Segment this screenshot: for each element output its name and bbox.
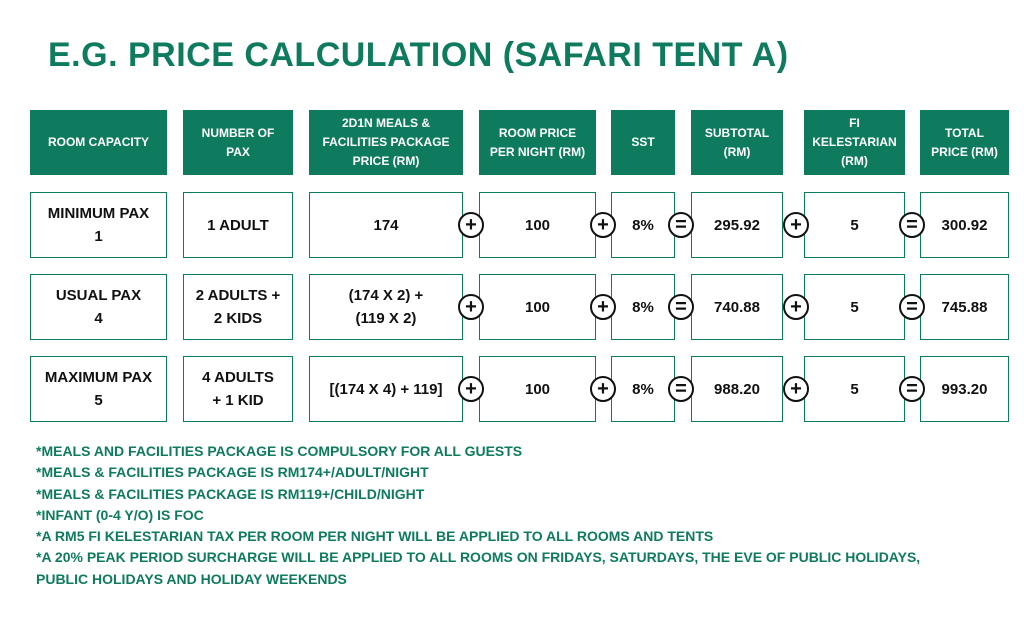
row2-capacity: USUAL PAX 4	[30, 274, 167, 340]
equals-icon: =	[899, 212, 925, 238]
row2-total: 745.88	[920, 274, 1009, 340]
plus-icon: +	[590, 212, 616, 238]
footnote: *A 20% PEAK PERIOD SURCHARGE WILL BE APPLIED TO ALL ROOMS ON FRIDAYS, SATURDAYS, THE EVE OF PUBLIC HOLIDAYS,	[36, 549, 921, 566]
header-subtotal: SUBTOTAL (RM)	[691, 110, 783, 175]
row3-sst: 8%	[611, 356, 675, 422]
equals-icon: =	[899, 376, 925, 402]
footnotes	[36, 441, 920, 590]
plus-icon: +	[783, 294, 809, 320]
header-room-price: ROOM PRICE PER NIGHT (RM)	[479, 110, 596, 175]
equals-icon: =	[668, 212, 694, 238]
row2-subtotal: 740.88	[691, 274, 783, 340]
plus-icon: +	[783, 376, 809, 402]
row3-pax: 4 ADULTS + 1 KID	[183, 356, 293, 422]
row1-fi: 5	[804, 192, 905, 258]
row1-sst: 8%	[611, 192, 675, 258]
row1-subtotal: 295.92	[691, 192, 783, 258]
header-number-of-pax: NUMBER OF PAX	[183, 110, 293, 175]
plus-icon: +	[458, 212, 484, 238]
row2-pax: 2 ADULTS + 2 KIDS	[183, 274, 293, 340]
row2-fi: 5	[804, 274, 905, 340]
header-package-price: 2D1N MEALS & FACILITIES PACKAGE PRICE (RM)	[309, 110, 463, 175]
row3-fi: 5	[804, 356, 905, 422]
row3-total: 993.20	[920, 356, 1009, 422]
header-fi-kelestarian: FI KELESTARIAN (RM)	[804, 110, 905, 175]
row1-capacity: MINIMUM PAX 1	[30, 192, 167, 258]
header-room-capacity: ROOM CAPACITY	[30, 110, 167, 175]
footnote: *MEALS & FACILITIES PACKAGE IS RM119+/CHILD/NIGHT	[36, 485, 425, 502]
row3-package: [(174 X 4) + 119]	[309, 356, 463, 422]
equals-icon: =	[899, 294, 925, 320]
row3-capacity: MAXIMUM PAX 5	[30, 356, 167, 422]
footnote: *INFANT (0-4 Y/O) IS FOC	[36, 506, 204, 523]
page-title: E.G. PRICE CALCULATION (SAFARI TENT A)	[48, 36, 789, 74]
plus-icon: +	[590, 376, 616, 402]
row2-sst: 8%	[611, 274, 675, 340]
footnote: *MEALS AND FACILITIES PACKAGE IS COMPULSORY FOR ALL GUESTS	[36, 443, 523, 459]
row1-room-price: 100	[479, 192, 596, 258]
equals-icon: =	[668, 294, 694, 320]
row3-subtotal: 988.20	[691, 356, 783, 422]
row1-package: 174	[309, 192, 463, 258]
row2-package: (174 X 2) + (119 X 2)	[309, 274, 463, 340]
header-total-price: TOTAL PRICE (RM)	[920, 110, 1009, 175]
plus-icon: +	[458, 294, 484, 320]
header-sst: SST	[611, 110, 675, 175]
equals-icon: =	[668, 376, 694, 402]
row1-total: 300.92	[920, 192, 1009, 258]
plus-icon: +	[590, 294, 616, 320]
row1-pax: 1 ADULT	[183, 192, 293, 258]
footnote: *A RM5 FI KELESTARIAN TAX PER ROOM PER NIGHT WILL BE APPLIED TO ALL ROOMS AND TENTS	[36, 528, 714, 545]
row3-room-price: 100	[479, 356, 596, 422]
footnote: *MEALS & FACILITIES PACKAGE IS RM174+/ADULT/NIGHT	[36, 464, 429, 481]
footnote: PUBLIC HOLIDAYS AND HOLIDAY WEEKENDS	[36, 570, 347, 587]
plus-icon: +	[458, 376, 484, 402]
plus-icon: +	[783, 212, 809, 238]
row2-room-price: 100	[479, 274, 596, 340]
